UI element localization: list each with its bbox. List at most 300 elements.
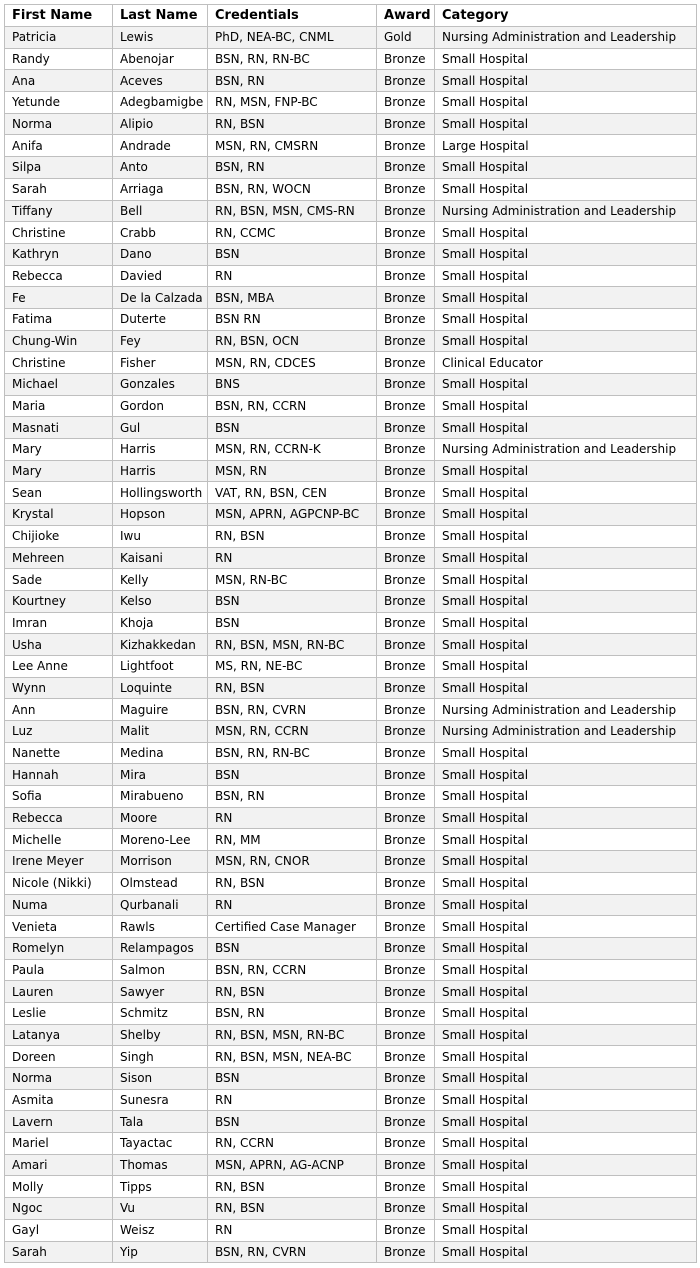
credentials-cell: RN, BSN, MSN, RN-BC — [208, 634, 377, 656]
award-cell: Bronze — [377, 374, 435, 396]
credentials-cell: RN, BSN, MSN, RN-BC — [208, 1024, 377, 1046]
category-cell: Small Hospital — [435, 569, 697, 591]
first-name-cell: Gayl — [5, 1219, 113, 1241]
table-row — [5, 395, 697, 417]
category-cell: Small Hospital — [435, 460, 697, 482]
last-name-cell: Mirabueno — [113, 786, 208, 808]
award-cell: Bronze — [377, 1089, 435, 1111]
last-name-cell: Kelso — [113, 590, 208, 612]
table-row — [5, 374, 697, 396]
category-cell: Small Hospital — [435, 1002, 697, 1024]
category-cell: Small Hospital — [435, 243, 697, 265]
first-name-cell: Nicole (Nikki) — [5, 872, 113, 894]
category-cell: Small Hospital — [435, 829, 697, 851]
category-cell: Small Hospital — [435, 482, 697, 504]
last-name-cell: Morrison — [113, 851, 208, 873]
category-cell: Small Hospital — [435, 1111, 697, 1133]
credentials-cell: BSN — [208, 937, 377, 959]
award-cell: Bronze — [377, 786, 435, 808]
first-name-cell: Nanette — [5, 742, 113, 764]
award-cell: Bronze — [377, 959, 435, 981]
award-cell: Bronze — [377, 200, 435, 222]
table-row — [5, 1046, 697, 1068]
table-row — [5, 243, 697, 265]
table-row — [5, 634, 697, 656]
category-cell: Small Hospital — [435, 113, 697, 135]
first-name-cell: Romelyn — [5, 937, 113, 959]
table-row — [5, 547, 697, 569]
table-row — [5, 330, 697, 352]
category-cell: Large Hospital — [435, 135, 697, 157]
credentials-cell: MS, RN, NE-BC — [208, 655, 377, 677]
table-row — [5, 113, 697, 135]
first-name-cell: Kourtney — [5, 590, 113, 612]
table-row — [5, 482, 697, 504]
category-cell: Small Hospital — [435, 308, 697, 330]
first-name-cell: Irene Meyer — [5, 851, 113, 873]
award-cell: Bronze — [377, 178, 435, 200]
last-name-cell: Lightfoot — [113, 655, 208, 677]
table-row — [5, 916, 697, 938]
category-cell: Small Hospital — [435, 916, 697, 938]
table-row — [5, 807, 697, 829]
first-name-cell: Chung-Win — [5, 330, 113, 352]
table-row — [5, 135, 697, 157]
award-cell: Bronze — [377, 222, 435, 244]
first-name-cell: Hannah — [5, 764, 113, 786]
last-name-cell: Dano — [113, 243, 208, 265]
category-cell: Small Hospital — [435, 504, 697, 526]
last-name-cell: Bell — [113, 200, 208, 222]
first-name-cell: Wynn — [5, 677, 113, 699]
category-cell: Small Hospital — [435, 1024, 697, 1046]
last-name-cell: Fey — [113, 330, 208, 352]
first-name-cell: Asmita — [5, 1089, 113, 1111]
table-row — [5, 525, 697, 547]
category-cell: Small Hospital — [435, 655, 697, 677]
credentials-cell: BSN — [208, 612, 377, 634]
credentials-cell: BSN — [208, 1068, 377, 1090]
credentials-cell: MSN, APRN, AGPCNP-BC — [208, 504, 377, 526]
table-row — [5, 504, 697, 526]
category-cell: Small Hospital — [435, 157, 697, 179]
last-name-cell: Adegbamigbe — [113, 92, 208, 114]
first-name-cell: Luz — [5, 721, 113, 743]
category-cell: Small Hospital — [435, 937, 697, 959]
credentials-cell: BSN, RN — [208, 157, 377, 179]
table-body — [5, 27, 697, 1263]
category-cell: Nursing Administration and Leadership — [435, 27, 697, 49]
award-cell: Bronze — [377, 547, 435, 569]
table-row — [5, 1198, 697, 1220]
last-name-cell: De la Calzada — [113, 287, 208, 309]
category-cell: Small Hospital — [435, 92, 697, 114]
category-cell: Small Hospital — [435, 1241, 697, 1263]
last-name-cell: Relampagos — [113, 937, 208, 959]
table-row — [5, 1133, 697, 1155]
award-cell: Bronze — [377, 265, 435, 287]
last-name-cell: Schmitz — [113, 1002, 208, 1024]
table-row — [5, 829, 697, 851]
category-cell: Small Hospital — [435, 525, 697, 547]
credentials-cell: RN, MSN, FNP-BC — [208, 92, 377, 114]
awards-table — [4, 4, 697, 1263]
table-row — [5, 70, 697, 92]
table-row — [5, 27, 697, 49]
award-cell: Bronze — [377, 677, 435, 699]
category-cell: Small Hospital — [435, 1198, 697, 1220]
table-row — [5, 590, 697, 612]
credentials-cell: BNS — [208, 374, 377, 396]
credentials-cell: BSN, RN — [208, 1002, 377, 1024]
first-name-cell: Michael — [5, 374, 113, 396]
table-row — [5, 1089, 697, 1111]
last-name-cell: Mira — [113, 764, 208, 786]
last-name-cell: Abenojar — [113, 48, 208, 70]
credentials-cell: Certified Case Manager — [208, 916, 377, 938]
first-name-cell: Sade — [5, 569, 113, 591]
last-name-cell: Maguire — [113, 699, 208, 721]
award-cell: Bronze — [377, 1133, 435, 1155]
header-credentials: Credentials — [208, 5, 377, 27]
category-cell: Small Hospital — [435, 48, 697, 70]
award-cell: Bronze — [377, 916, 435, 938]
last-name-cell: Weisz — [113, 1219, 208, 1241]
table-row — [5, 460, 697, 482]
credentials-cell: BSN, MBA — [208, 287, 377, 309]
last-name-cell: Gordon — [113, 395, 208, 417]
last-name-cell: Tayactac — [113, 1133, 208, 1155]
table-header — [5, 5, 697, 27]
award-cell: Bronze — [377, 460, 435, 482]
category-cell: Small Hospital — [435, 851, 697, 873]
credentials-cell: RN — [208, 807, 377, 829]
award-cell: Bronze — [377, 525, 435, 547]
award-cell: Bronze — [377, 287, 435, 309]
category-cell: Small Hospital — [435, 330, 697, 352]
award-cell: Bronze — [377, 894, 435, 916]
first-name-cell: Kathryn — [5, 243, 113, 265]
category-cell: Small Hospital — [435, 764, 697, 786]
first-name-cell: Mary — [5, 439, 113, 461]
table-row — [5, 1024, 697, 1046]
table-row — [5, 352, 697, 374]
last-name-cell: Kizhakkedan — [113, 634, 208, 656]
table-row — [5, 287, 697, 309]
category-cell: Small Hospital — [435, 287, 697, 309]
credentials-cell: RN, BSN — [208, 677, 377, 699]
first-name-cell: Christine — [5, 222, 113, 244]
last-name-cell: Crabb — [113, 222, 208, 244]
award-cell: Bronze — [377, 395, 435, 417]
credentials-cell: BSN, RN, CVRN — [208, 1241, 377, 1263]
table-row — [5, 1111, 697, 1133]
award-cell: Bronze — [377, 1219, 435, 1241]
table-row — [5, 1219, 697, 1241]
credentials-cell: BSN, RN — [208, 70, 377, 92]
table-row — [5, 569, 697, 591]
first-name-cell: Fatima — [5, 308, 113, 330]
award-cell: Bronze — [377, 764, 435, 786]
category-cell: Small Hospital — [435, 612, 697, 634]
credentials-cell: RN, BSN — [208, 872, 377, 894]
last-name-cell: Kaisani — [113, 547, 208, 569]
award-cell: Bronze — [377, 330, 435, 352]
award-cell: Bronze — [377, 1068, 435, 1090]
first-name-cell: Krystal — [5, 504, 113, 526]
first-name-cell: Usha — [5, 634, 113, 656]
table-row — [5, 1176, 697, 1198]
award-cell: Bronze — [377, 829, 435, 851]
first-name-cell: Chijioke — [5, 525, 113, 547]
first-name-cell: Sarah — [5, 178, 113, 200]
table-row — [5, 894, 697, 916]
table-row — [5, 764, 697, 786]
table-row — [5, 1068, 697, 1090]
category-cell: Small Hospital — [435, 1089, 697, 1111]
category-cell: Small Hospital — [435, 374, 697, 396]
last-name-cell: Hopson — [113, 504, 208, 526]
credentials-cell: BSN — [208, 417, 377, 439]
last-name-cell: Singh — [113, 1046, 208, 1068]
first-name-cell: Tiffany — [5, 200, 113, 222]
last-name-cell: Loquinte — [113, 677, 208, 699]
award-cell: Bronze — [377, 417, 435, 439]
credentials-cell: BSN, RN, RN-BC — [208, 48, 377, 70]
last-name-cell: Harris — [113, 439, 208, 461]
table-row — [5, 178, 697, 200]
last-name-cell: Gonzales — [113, 374, 208, 396]
first-name-cell: Latanya — [5, 1024, 113, 1046]
last-name-cell: Harris — [113, 460, 208, 482]
category-cell: Small Hospital — [435, 395, 697, 417]
last-name-cell: Vu — [113, 1198, 208, 1220]
category-cell: Clinical Educator — [435, 352, 697, 374]
credentials-cell: BSN, RN, CCRN — [208, 395, 377, 417]
table-row — [5, 48, 697, 70]
first-name-cell: Rebecca — [5, 807, 113, 829]
last-name-cell: Alipio — [113, 113, 208, 135]
award-cell: Bronze — [377, 590, 435, 612]
award-cell: Bronze — [377, 569, 435, 591]
last-name-cell: Moreno-Lee — [113, 829, 208, 851]
category-cell: Small Hospital — [435, 1133, 697, 1155]
category-cell: Small Hospital — [435, 222, 697, 244]
table-row — [5, 699, 697, 721]
last-name-cell: Sison — [113, 1068, 208, 1090]
credentials-cell: VAT, RN, BSN, CEN — [208, 482, 377, 504]
category-cell: Small Hospital — [435, 1046, 697, 1068]
credentials-cell: RN, CCRN — [208, 1133, 377, 1155]
last-name-cell: Anto — [113, 157, 208, 179]
first-name-cell: Patricia — [5, 27, 113, 49]
credentials-cell: RN, MM — [208, 829, 377, 851]
credentials-cell: RN, BSN, MSN, NEA-BC — [208, 1046, 377, 1068]
first-name-cell: Lavern — [5, 1111, 113, 1133]
credentials-cell: RN, BSN — [208, 525, 377, 547]
last-name-cell: Sawyer — [113, 981, 208, 1003]
category-cell: Small Hospital — [435, 786, 697, 808]
header-last-name: Last Name — [113, 5, 208, 27]
first-name-cell: Michelle — [5, 829, 113, 851]
award-cell: Bronze — [377, 135, 435, 157]
award-cell: Bronze — [377, 1198, 435, 1220]
credentials-cell: RN — [208, 894, 377, 916]
category-cell: Small Hospital — [435, 590, 697, 612]
credentials-cell: MSN, RN — [208, 460, 377, 482]
credentials-cell: BSN, RN, RN-BC — [208, 742, 377, 764]
award-cell: Bronze — [377, 721, 435, 743]
first-name-cell: Ana — [5, 70, 113, 92]
category-cell: Small Hospital — [435, 872, 697, 894]
credentials-cell: RN, BSN, MSN, CMS-RN — [208, 200, 377, 222]
last-name-cell: Tala — [113, 1111, 208, 1133]
award-cell: Bronze — [377, 1024, 435, 1046]
table-row — [5, 1241, 697, 1263]
first-name-cell: Ann — [5, 699, 113, 721]
first-name-cell: Mehreen — [5, 547, 113, 569]
award-cell: Bronze — [377, 699, 435, 721]
category-cell: Small Hospital — [435, 178, 697, 200]
table-row — [5, 222, 697, 244]
last-name-cell: Tipps — [113, 1176, 208, 1198]
category-cell: Small Hospital — [435, 981, 697, 1003]
award-cell: Bronze — [377, 1046, 435, 1068]
table-row — [5, 265, 697, 287]
last-name-cell: Davied — [113, 265, 208, 287]
first-name-cell: Doreen — [5, 1046, 113, 1068]
first-name-cell: Maria — [5, 395, 113, 417]
first-name-cell: Randy — [5, 48, 113, 70]
award-cell: Bronze — [377, 113, 435, 135]
credentials-cell: BSN — [208, 243, 377, 265]
credentials-cell: BSN — [208, 1111, 377, 1133]
last-name-cell: Qurbanali — [113, 894, 208, 916]
category-cell: Small Hospital — [435, 547, 697, 569]
award-cell: Bronze — [377, 807, 435, 829]
award-cell: Bronze — [377, 851, 435, 873]
first-name-cell: Silpa — [5, 157, 113, 179]
credentials-cell: BSN, RN, CCRN — [208, 959, 377, 981]
last-name-cell: Salmon — [113, 959, 208, 981]
award-cell: Bronze — [377, 1176, 435, 1198]
award-cell: Gold — [377, 27, 435, 49]
first-name-cell: Numa — [5, 894, 113, 916]
table-row — [5, 1002, 697, 1024]
award-cell: Bronze — [377, 243, 435, 265]
award-cell: Bronze — [377, 872, 435, 894]
category-cell: Small Hospital — [435, 677, 697, 699]
first-name-cell: Lauren — [5, 981, 113, 1003]
credentials-cell: RN, BSN — [208, 113, 377, 135]
first-name-cell: Mary — [5, 460, 113, 482]
category-cell: Small Hospital — [435, 1176, 697, 1198]
category-cell: Small Hospital — [435, 1219, 697, 1241]
credentials-cell: MSN, RN, CCRN — [208, 721, 377, 743]
last-name-cell: Malit — [113, 721, 208, 743]
header-award: Award — [377, 5, 435, 27]
last-name-cell: Rawls — [113, 916, 208, 938]
table-row — [5, 677, 697, 699]
table-row — [5, 417, 697, 439]
credentials-cell: BSN, RN, WOCN — [208, 178, 377, 200]
first-name-cell: Yetunde — [5, 92, 113, 114]
credentials-cell: BSN, RN — [208, 786, 377, 808]
category-cell: Small Hospital — [435, 807, 697, 829]
first-name-cell: Norma — [5, 1068, 113, 1090]
first-name-cell: Norma — [5, 113, 113, 135]
award-cell: Bronze — [377, 504, 435, 526]
award-cell: Bronze — [377, 157, 435, 179]
table-row — [5, 439, 697, 461]
last-name-cell: Yip — [113, 1241, 208, 1263]
category-cell: Nursing Administration and Leadership — [435, 439, 697, 461]
header-category: Category — [435, 5, 697, 27]
first-name-cell: Ngoc — [5, 1198, 113, 1220]
last-name-cell: Lewis — [113, 27, 208, 49]
first-name-cell: Masnati — [5, 417, 113, 439]
last-name-cell: Andrade — [113, 135, 208, 157]
last-name-cell: Gul — [113, 417, 208, 439]
first-name-cell: Rebecca — [5, 265, 113, 287]
credentials-cell: BSN, RN, CVRN — [208, 699, 377, 721]
table-row — [5, 612, 697, 634]
award-cell: Bronze — [377, 1002, 435, 1024]
category-cell: Nursing Administration and Leadership — [435, 699, 697, 721]
table-row — [5, 786, 697, 808]
award-cell: Bronze — [377, 482, 435, 504]
last-name-cell: Duterte — [113, 308, 208, 330]
table-row — [5, 851, 697, 873]
credentials-cell: MSN, RN, CMSRN — [208, 135, 377, 157]
credentials-cell: MSN, APRN, AG-ACNP — [208, 1154, 377, 1176]
credentials-cell: RN, BSN — [208, 981, 377, 1003]
first-name-cell: Sarah — [5, 1241, 113, 1263]
last-name-cell: Iwu — [113, 525, 208, 547]
table-row — [5, 937, 697, 959]
table-row — [5, 742, 697, 764]
table-row — [5, 981, 697, 1003]
header-row — [5, 5, 697, 27]
award-cell: Bronze — [377, 1154, 435, 1176]
first-name-cell: Mariel — [5, 1133, 113, 1155]
credentials-cell: MSN, RN, CNOR — [208, 851, 377, 873]
credentials-cell: RN, BSN, OCN — [208, 330, 377, 352]
last-name-cell: Thomas — [113, 1154, 208, 1176]
table-row — [5, 872, 697, 894]
award-cell: Bronze — [377, 981, 435, 1003]
category-cell: Nursing Administration and Leadership — [435, 721, 697, 743]
last-name-cell: Khoja — [113, 612, 208, 634]
credentials-cell: MSN, RN-BC — [208, 569, 377, 591]
credentials-cell: RN, BSN — [208, 1198, 377, 1220]
award-cell: Bronze — [377, 1111, 435, 1133]
first-name-cell: Molly — [5, 1176, 113, 1198]
credentials-cell: RN — [208, 1089, 377, 1111]
table-row — [5, 200, 697, 222]
award-cell: Bronze — [377, 70, 435, 92]
category-cell: Nursing Administration and Leadership — [435, 200, 697, 222]
table-row — [5, 92, 697, 114]
first-name-cell: Paula — [5, 959, 113, 981]
award-cell: Bronze — [377, 92, 435, 114]
last-name-cell: Sunesra — [113, 1089, 208, 1111]
credentials-cell: BSN — [208, 590, 377, 612]
award-cell: Bronze — [377, 937, 435, 959]
credentials-cell: RN, CCMC — [208, 222, 377, 244]
category-cell: Small Hospital — [435, 417, 697, 439]
category-cell: Small Hospital — [435, 742, 697, 764]
